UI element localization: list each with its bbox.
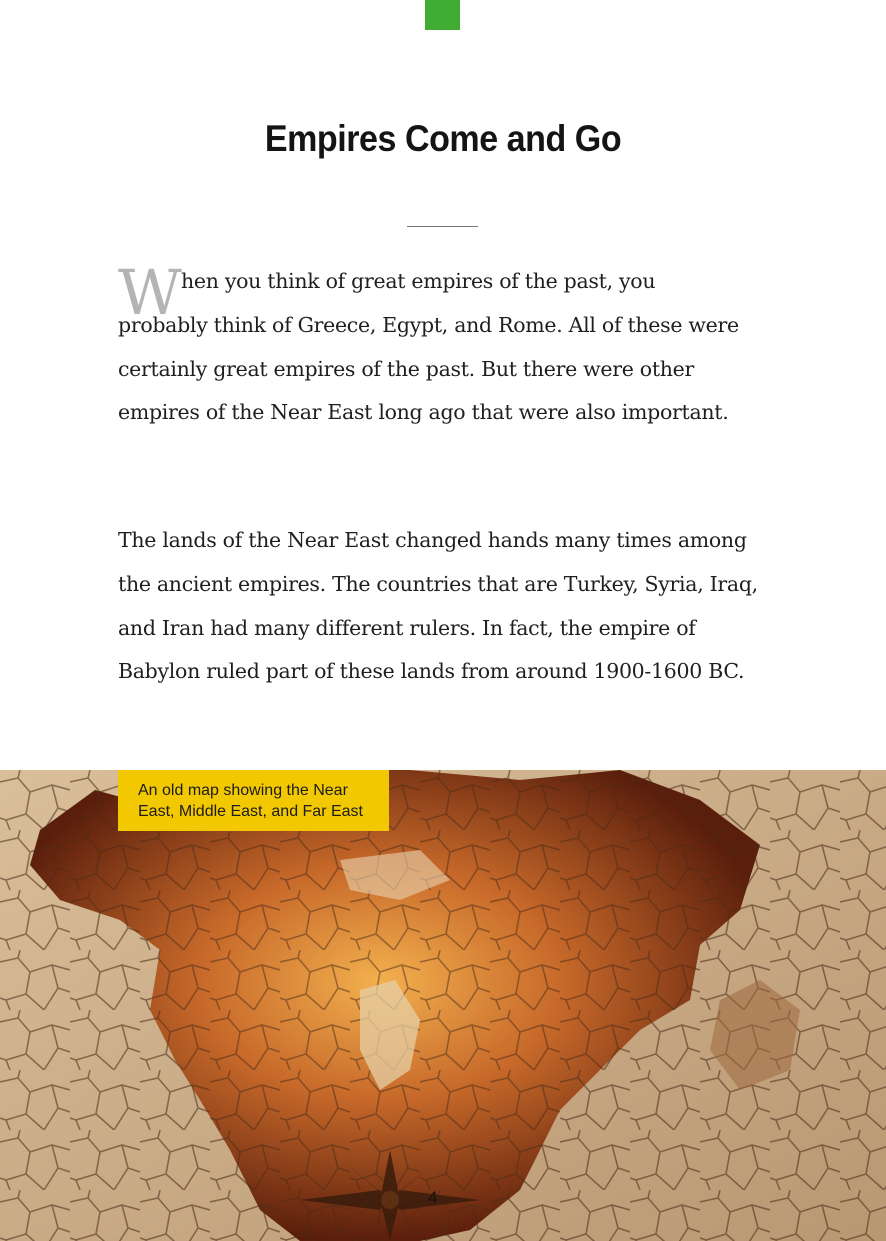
page-title: Empires Come and Go — [264, 118, 622, 159]
paragraph-1-first-line: hen you think of great empires of the past, you — [181, 269, 656, 293]
map-caption: An old map showing the Near East, Middle East, and Far East — [118, 770, 389, 831]
cracked-earth-map-image — [0, 770, 886, 1241]
paragraph-2: The lands of the Near East changed hands many times among the ancient empires. The countries that are Turkey, Syria, Iraq, and Iran had many different rulers. In fact, the empire of Babylon ruled part of these lands from around 1900-1600 BC. — [118, 528, 758, 684]
title-divider — [407, 226, 478, 227]
paragraph-1 — [118, 256, 758, 435]
page-number: 4 — [428, 1188, 438, 1207]
green-page-tab — [425, 0, 460, 30]
drop-cap: W — [118, 256, 182, 329]
paragraph-1-body: probably think of Greece, Egypt, and Rome. All of these were certainly great empires of the past. But there were other empires of the Near East long ago that were also important. — [118, 312, 739, 425]
